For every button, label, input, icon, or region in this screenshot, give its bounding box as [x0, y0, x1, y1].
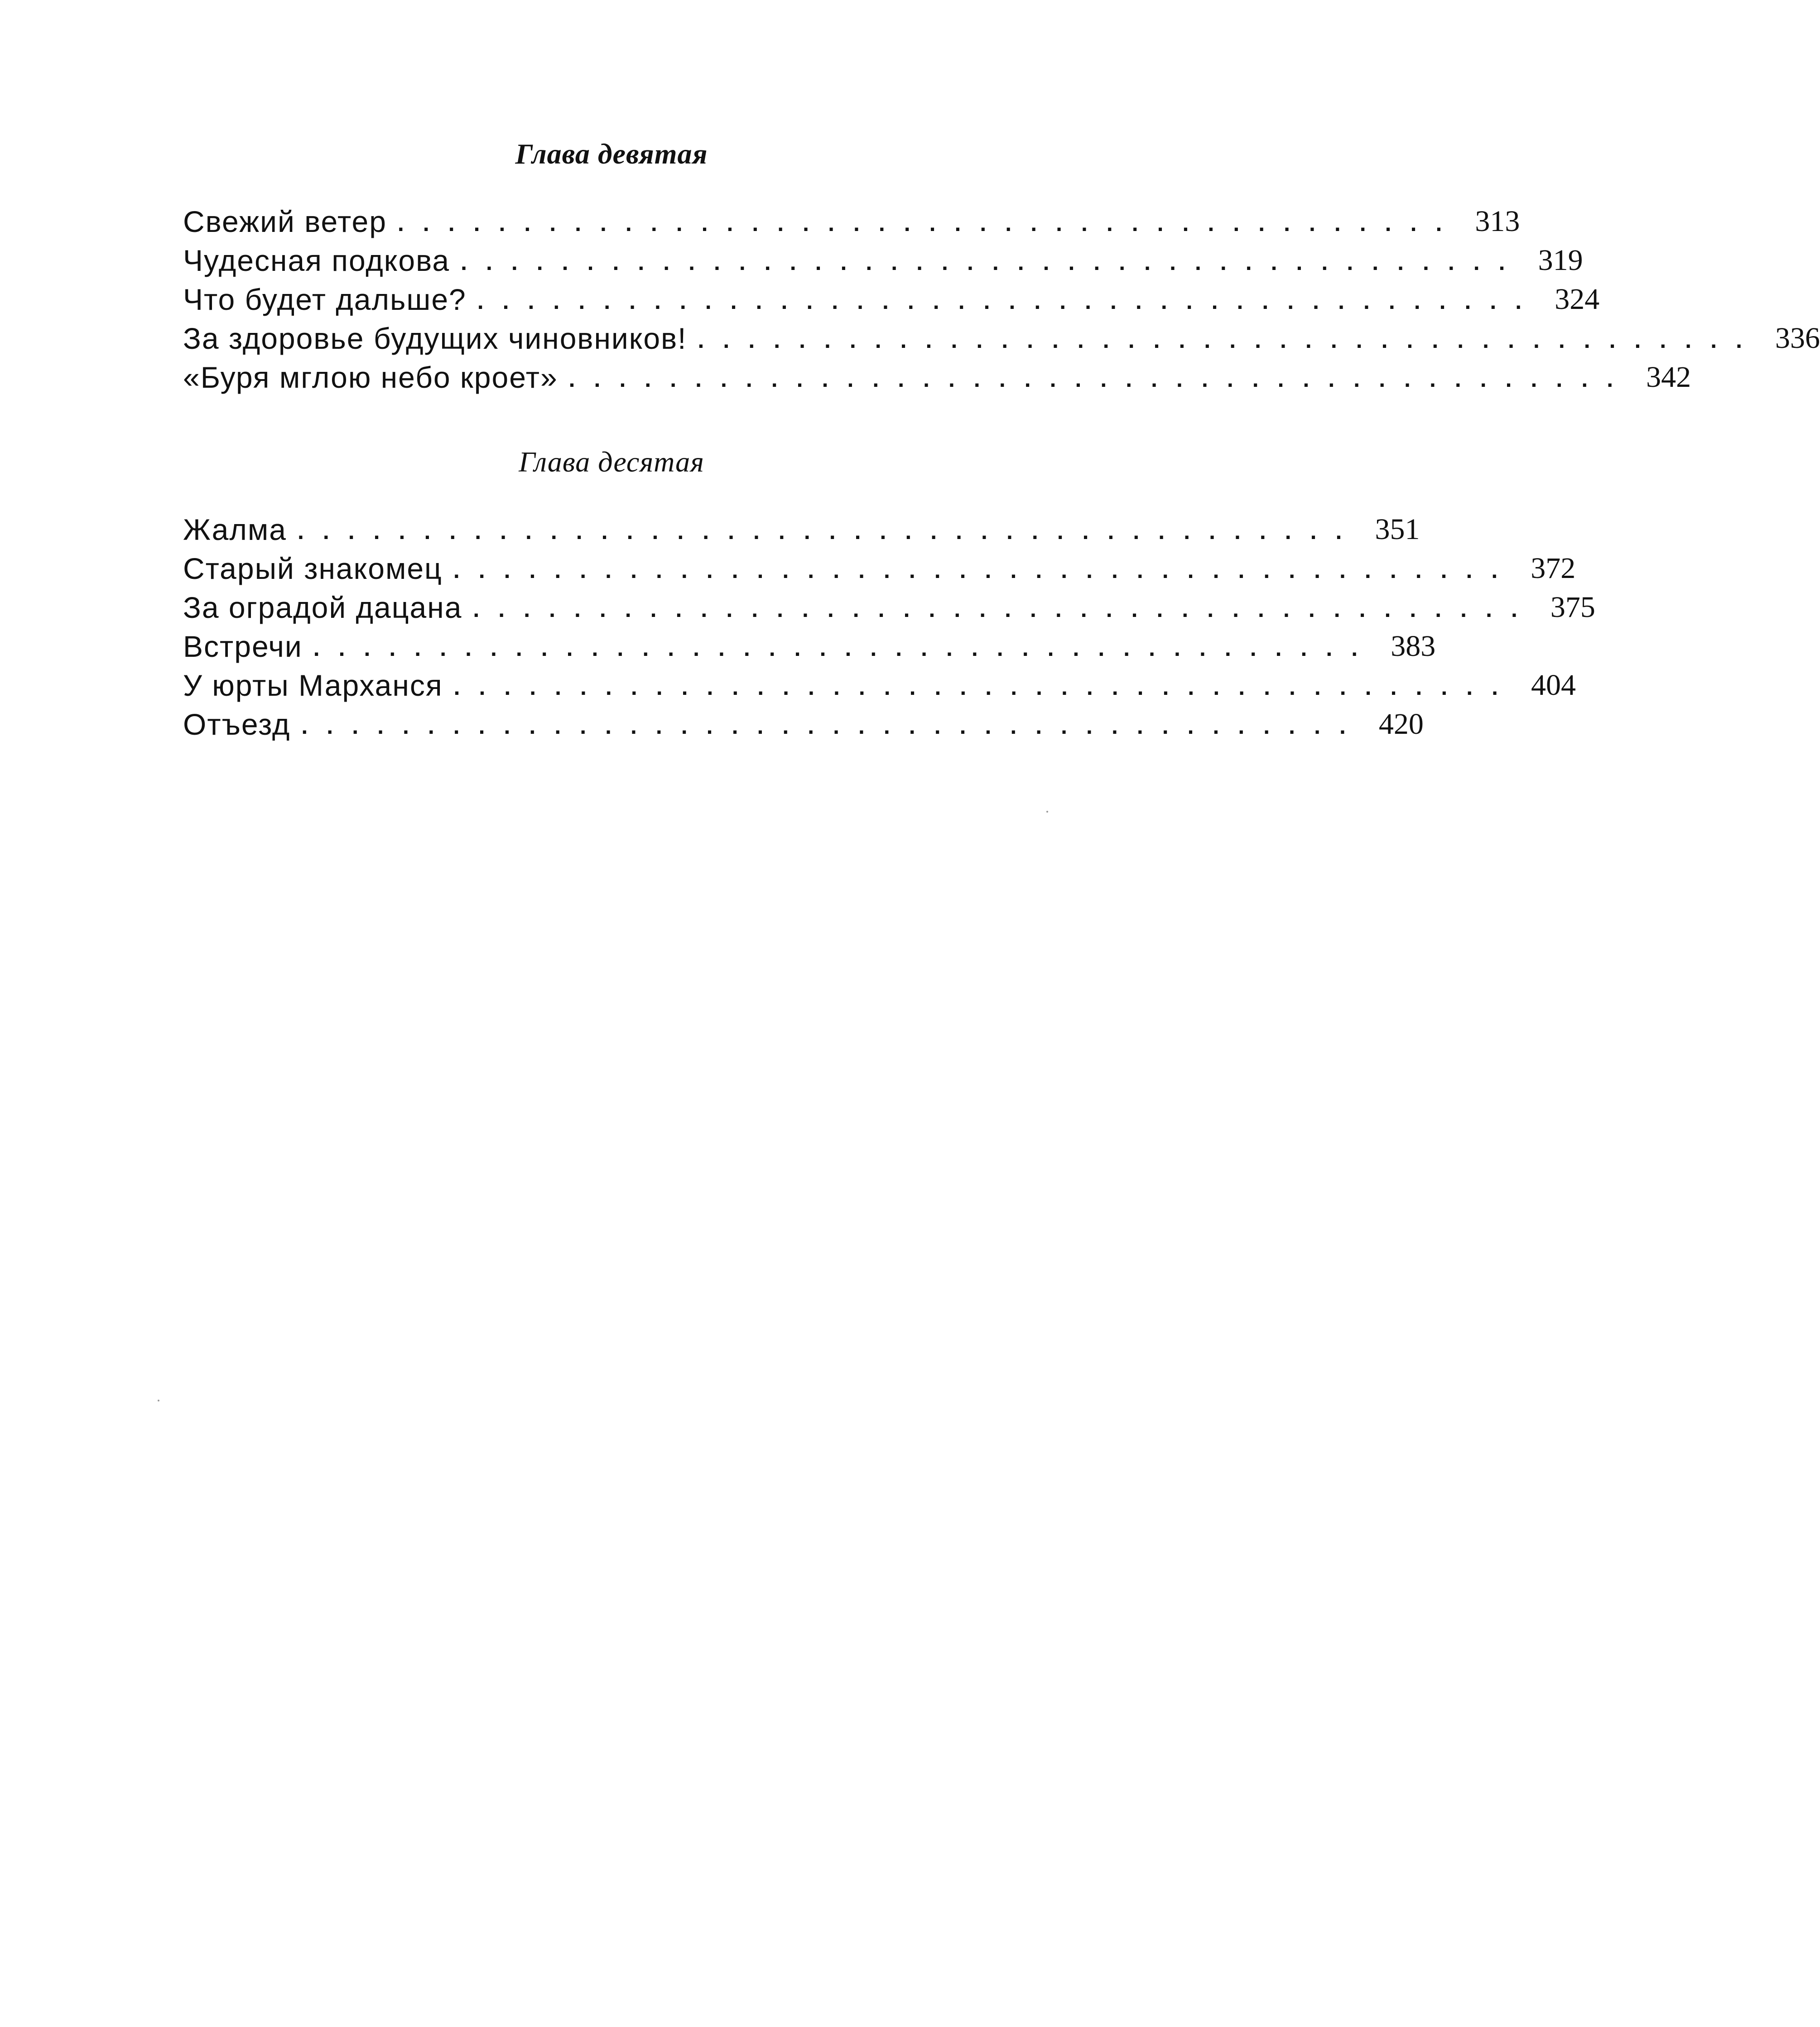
toc-entry: [183, 506, 1420, 546]
dot-leader: ..........................................: [698, 327, 1761, 353]
toc-entry-page: 336: [1775, 322, 1820, 355]
dot-leader: ..........................................: [453, 674, 1517, 700]
dot-leader: ..........................................: [473, 597, 1536, 622]
scan-speck: [158, 1400, 159, 1401]
toc-entry-page: 420: [1378, 708, 1424, 741]
toc-entry-page: 375: [1550, 591, 1595, 624]
toc-entry-title: Отъезд: [183, 708, 291, 741]
toc-entry-title: За оградой дацана: [183, 591, 462, 624]
toc-entry: [183, 197, 1520, 238]
chapter-10-entries: [183, 506, 1595, 741]
toc-entry: [183, 353, 1691, 394]
toc-entry-page: 324: [1555, 283, 1600, 316]
chapter-heading-10: Глава десятая: [519, 446, 704, 478]
toc-entry-title: Жалма: [183, 513, 287, 546]
dot-leader: ..........................................: [397, 211, 1461, 236]
dot-leader: ..........................................: [297, 519, 1361, 544]
toc-entry-title: Встречи: [183, 630, 303, 663]
toc-entry-page: 342: [1646, 361, 1691, 394]
toc-entry-page: 319: [1538, 244, 1583, 277]
toc-entry: [183, 275, 1600, 316]
toc-entry-page: 383: [1391, 630, 1436, 663]
toc-entry-page: 372: [1531, 552, 1576, 585]
toc-entry-page: 351: [1375, 513, 1420, 546]
toc-entry: [183, 622, 1436, 663]
toc-entry: [183, 700, 1424, 741]
toc-entry: [183, 583, 1595, 624]
toc-entry: [183, 544, 1576, 585]
toc-entry-page: 404: [1531, 669, 1576, 702]
toc-entry-title: Свежий ветер: [183, 205, 387, 238]
dot-leader: ..........................................: [453, 558, 1517, 583]
toc-entry-page: 313: [1475, 205, 1520, 238]
toc-entry-title: «Буря мглою небо кроет»: [183, 361, 558, 394]
toc-entry-title: Старый знакомец: [183, 552, 443, 585]
dot-leader: ..........................................: [313, 636, 1377, 661]
toc-entry-title: Чудесная подкова: [183, 244, 450, 277]
toc-entry-title: Что будет дальше?: [183, 283, 467, 316]
toc-entry: [183, 236, 1583, 277]
dot-leader: ..........................................: [461, 250, 1524, 275]
dot-leader: ..........................................: [568, 366, 1632, 392]
dot-leader: ..........................................: [301, 713, 1365, 739]
toc-entry: [183, 314, 1820, 355]
chapter-9-entries: [183, 197, 1820, 394]
dot-leader: ..........................................: [477, 289, 1541, 314]
chapter-heading-9: Глава девятая: [515, 138, 708, 170]
toc-entry-title: У юрты Марханся: [183, 669, 443, 702]
scan-speck: [1046, 811, 1048, 813]
toc-entry-title: За здоровье будущих чиновников!: [183, 322, 687, 355]
toc-entry: [183, 661, 1576, 702]
